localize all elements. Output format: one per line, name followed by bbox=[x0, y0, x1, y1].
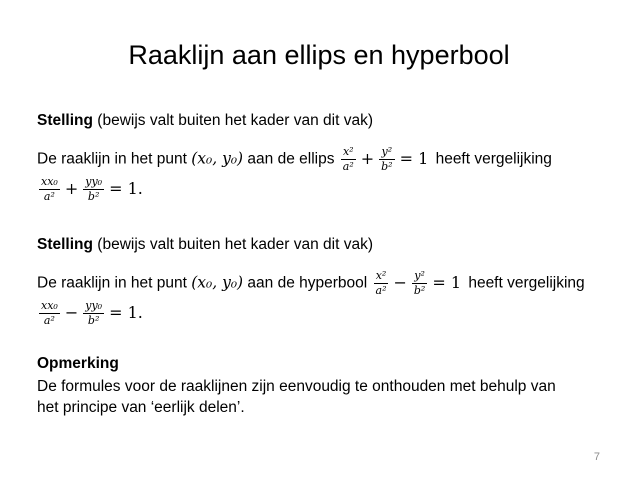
equals: = 1 bbox=[432, 272, 462, 292]
equals: = 1 bbox=[399, 148, 429, 168]
operator: − bbox=[64, 302, 79, 322]
statement-text: aan de hyperbool bbox=[243, 274, 372, 292]
point-formula: (x₀, y₀) bbox=[191, 149, 244, 168]
remark-line-2: het principe van ‘eerlijk delen’. bbox=[37, 399, 245, 416]
slide-title: Raaklijn aan ellips en hyperbool bbox=[128, 40, 510, 70]
equals: = 1. bbox=[109, 178, 143, 198]
statement-text: heeft vergelijking bbox=[431, 150, 552, 168]
theorem-heading-line bbox=[37, 112, 373, 130]
statement-text: De raaklijn in het punt bbox=[37, 150, 192, 168]
remark-heading: Opmerking bbox=[37, 355, 119, 372]
fraction: $\frac{\text{x²}}{\text{a²}}$ bbox=[375, 269, 387, 297]
theorem-note: (bewijs valt buiten het kader van dit vak) bbox=[92, 236, 373, 253]
tangent-equation bbox=[37, 300, 146, 327]
theorem-note: (bewijs valt buiten het kader van dit vak) bbox=[92, 112, 373, 129]
fraction: $\frac{\text{yy₀}}{\text{b²}}$ bbox=[85, 299, 103, 327]
operator: − bbox=[393, 272, 407, 292]
fraction: $\frac{\text{y²}}{\text{b²}}$ bbox=[381, 145, 393, 173]
statement-text: heeft vergelijking bbox=[464, 274, 585, 292]
fraction: $\frac{\text{x²}}{\text{a²}}$ bbox=[342, 145, 354, 173]
fraction: $\frac{\text{xx₀}}{\text{a²}}$ bbox=[41, 299, 58, 327]
point-formula: (x₀, y₀) bbox=[191, 273, 244, 292]
statement-text: aan de ellips bbox=[243, 150, 339, 168]
theorem-heading: Stelling bbox=[37, 236, 93, 253]
theorem-statement bbox=[37, 270, 585, 297]
remark-line-1: De formules voor de raaklijnen zijn eenvoudig te onthouden met behulp van bbox=[37, 378, 556, 395]
fraction: $\frac{\text{y²}}{\text{b²}}$ bbox=[413, 269, 426, 297]
fraction: $\frac{\text{yy₀}}{\text{b²}}$ bbox=[85, 175, 103, 203]
statement-text: De raaklijn in het punt bbox=[37, 274, 192, 292]
theorem-heading: Stelling bbox=[37, 112, 93, 129]
equals: = 1. bbox=[109, 302, 143, 322]
tangent-equation bbox=[37, 176, 146, 203]
theorem-heading-line bbox=[37, 236, 373, 254]
fraction: $\frac{\text{xx₀}}{\text{a²}}$ bbox=[41, 175, 58, 203]
theorem-statement bbox=[37, 146, 552, 173]
operator: + bbox=[360, 148, 375, 168]
operator: + bbox=[64, 178, 79, 198]
page-number: 7 bbox=[593, 451, 600, 463]
